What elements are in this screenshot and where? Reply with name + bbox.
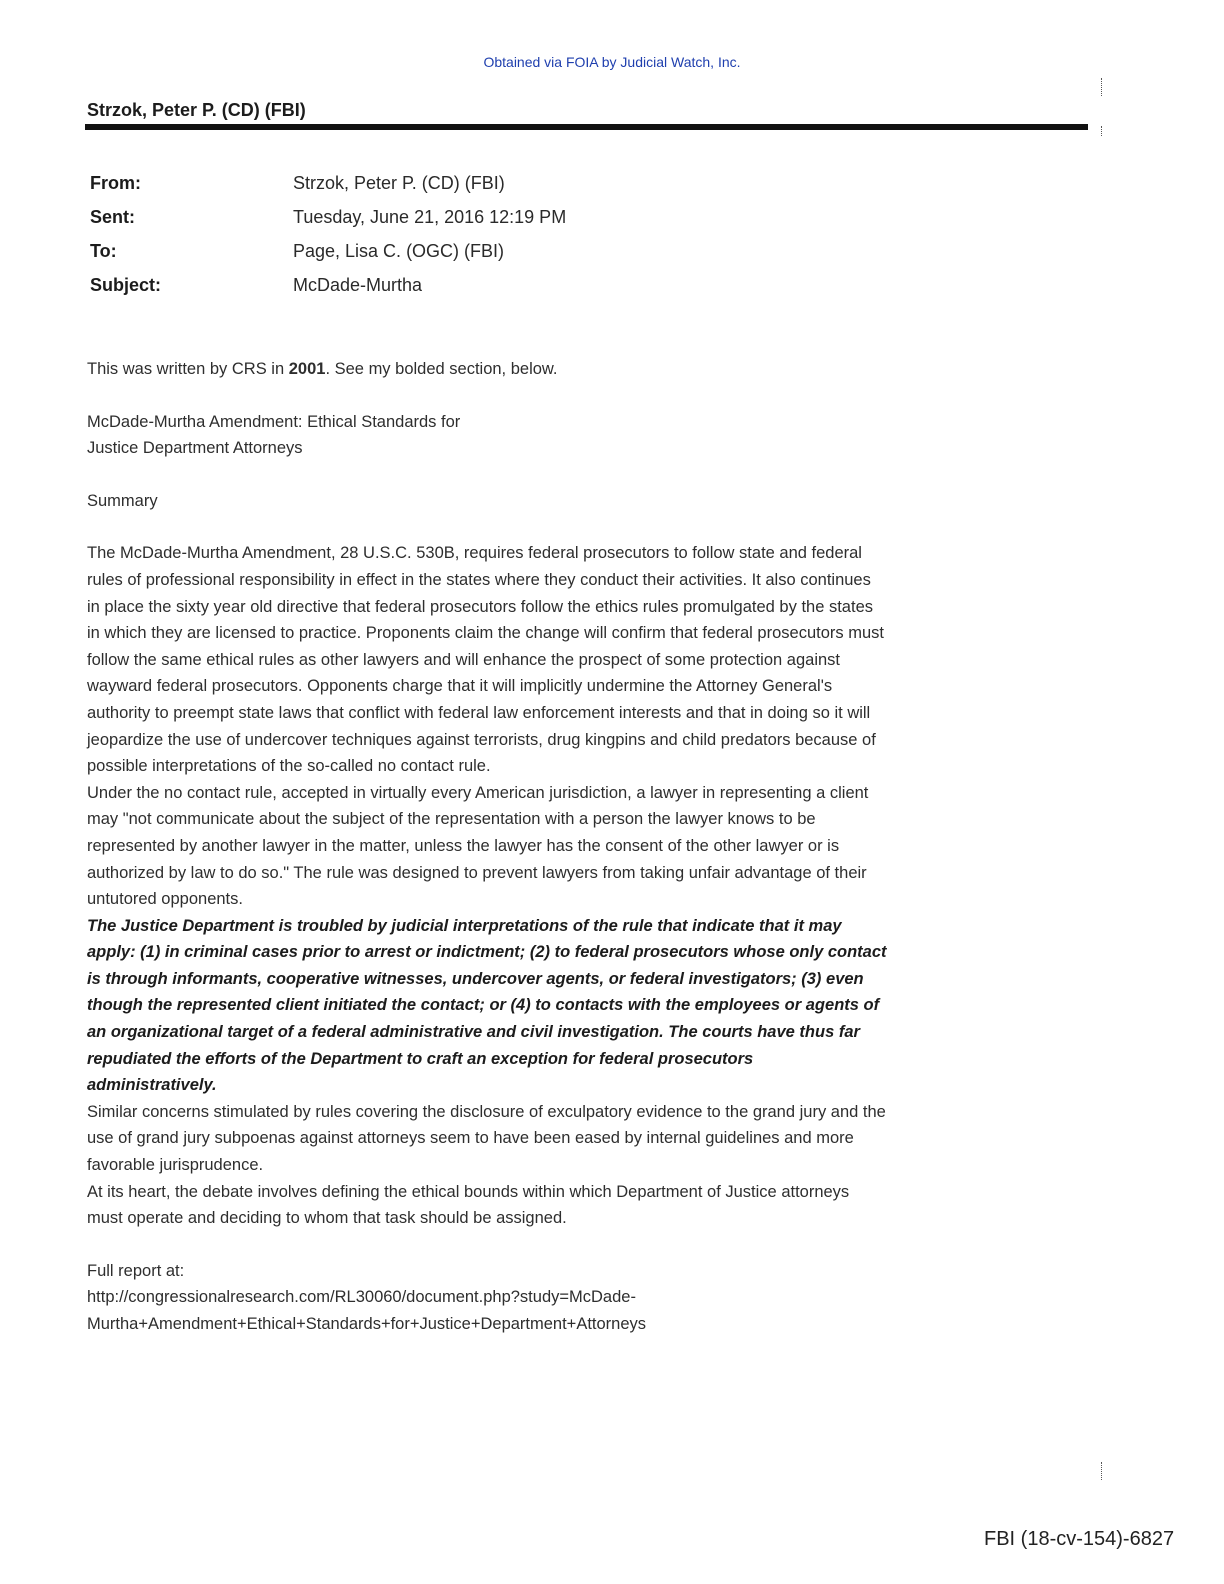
report-url-line1[interactable]: http://congressionalresearch.com/RL30060/document.php?study=McDade- <box>87 1288 636 1307</box>
full-report-label: Full report at: <box>87 1261 185 1280</box>
to-value: Page, Lisa C. (OGC) (FBI) <box>293 241 505 261</box>
to-row <box>90 234 566 268</box>
sent-label: Sent: <box>90 207 135 227</box>
intro-year: 2001 <box>288 360 326 378</box>
from-label: From: <box>90 173 141 193</box>
from-value: Strzok, Peter P. (CD) (FBI) <box>293 173 505 193</box>
scan-edge-mark <box>1101 126 1103 136</box>
summary-heading: Summary <box>87 491 158 510</box>
email-headers <box>90 166 566 302</box>
email-body <box>87 356 887 1338</box>
sent-value: Tuesday, June 21, 2016 12:19 PM <box>293 207 567 227</box>
intro-part1: This was written by CRS in <box>87 360 289 378</box>
mailbox-owner-name: Strzok, Peter P. (CD) (FBI) <box>87 100 306 120</box>
scan-edge-mark <box>1101 78 1103 96</box>
subject-row <box>90 268 566 302</box>
similar-concerns-paragraph: Similar concerns stimulated by rules covering the disclosure of exculpatory evidence to the grand jury and the use of grand jury subpoenas against attorneys seem to have been eased by internal guidelines and more favorable jurisprudence. <box>87 1102 886 1175</box>
document-title-line2: Justice Department Attorneys <box>87 439 303 458</box>
intro-line <box>87 356 887 383</box>
scan-edge-mark <box>1101 1462 1103 1480</box>
header-divider <box>85 124 1088 130</box>
foia-stamp: Obtained via FOIA by Judicial Watch, Inc. <box>483 54 741 70</box>
subject-value: McDade-Murtha <box>293 275 423 295</box>
bates-number: FBI (18-cv-154)-6827 <box>984 1528 1175 1550</box>
summary-paragraph: The McDade-Murtha Amendment, 28 U.S.C. 530B, requires federal prosecutors to follow state and federal rules of professional responsibility in effect in the states where they conduct their activities. It also continues in place the sixty year old directive that federal prosecutors follow the ethics rules promulgated by the states in which they are licensed to practice. Proponents claim the change will confirm that federal prosecutors must follow the same ethical rules as other lawyers and will enhance the prospect of some protection against wayward federal prosecutors. Opponents charge that it will implicitly undermine the Attorney General's authority to preempt state laws that conflict with federal law enforcement interests and that in doing so it will jeopardize the use of undercover techniques against terrorists, drug kingpins and child predators because of possible interpretations of the so-called no contact rule. <box>87 544 884 776</box>
from-row <box>90 166 566 200</box>
to-label: To: <box>90 241 117 261</box>
document-title-line1: McDade-Murtha Amendment: Ethical Standards for <box>87 412 461 431</box>
intro-part2: . See my bolded section, below. <box>325 360 558 378</box>
report-url-line2[interactable]: Murtha+Amendment+Ethical+Standards+for+Justice+Department+Attorneys <box>87 1315 647 1333</box>
bolded-section-paragraph: The Justice Department is troubled by judicial interpretations of the rule that indicate that it may apply: (1) in criminal cases prior to arrest or indictment; (2) to federal prosecutors whose only contact is through informants, cooperative witnesses, undercover agents, or federal investigators; (3) even though the represented client initiated the contact; or (4) to contacts with the employees or agents of an organizational target of a federal administrative and civil investigation. The courts have thus far repudiated the efforts of the Department to craft an exception for federal prosecutors administratively. <box>87 916 887 1095</box>
debate-paragraph: At its heart, the debate involves defining the ethical bounds within which Department of Justice attorneys must operate and deciding to whom that task should be assigned. <box>87 1182 850 1228</box>
no-contact-rule-paragraph: Under the no contact rule, accepted in virtually every American jurisdiction, a lawyer in representing a client may "not communicate about the subject of the representation with a person the lawyer knows to be represented by another lawyer in the matter, unless the lawyer has the consent of the other lawyer or is authorized by law to do so." The rule was designed to prevent lawyers from taking unfair advantage of their untutored opponents. <box>87 783 869 909</box>
subject-label: Subject: <box>90 275 162 295</box>
sent-row <box>90 200 566 234</box>
